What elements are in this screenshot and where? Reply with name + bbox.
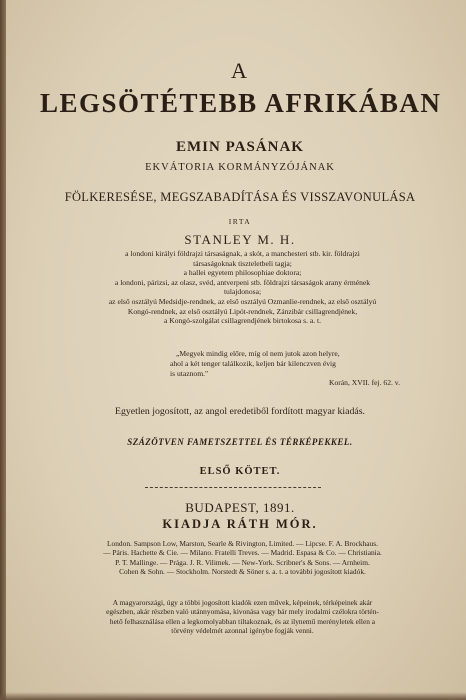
agents-line: P. T. Mallinge. — Prága. J. R. Vilimek. — New-York. Scribner's & Sons. — Arnheim. <box>115 557 370 567</box>
credit-line: a hallei egyetem philosophiae doktora; <box>183 268 302 278</box>
epigraph-quote <box>170 349 420 388</box>
subtitle: FÖLKERESÉSE, MEGSZABADÍTÁSA ÉS VISSZAVONULÁSA <box>64 190 416 204</box>
quote-line: „Megyek mindig előre, míg ol nem jutok azon helyre, <box>176 349 340 358</box>
quote-line: ahol a két tenger találkozik, keljen bár kilenczven évig <box>170 358 336 368</box>
place-year: BUDAPEST, 1891. <box>185 500 295 515</box>
agents-line: — Páris. Hachette & Cie. — Milano. Fratelli Treves. — Madrid. Espasa & Co. — Christiania. <box>103 548 382 558</box>
book-binding-edge <box>0 0 6 700</box>
legal-line: egészben, akár részben való utánnyomása, kivonása vagy bár mely irodalmi czélokra történ- <box>106 607 379 617</box>
credit-line: az első osztályú Medsidje-rendnek, az első osztályú Ozmanlie-rendnek, az első osztályú <box>108 296 377 306</box>
credit-line: a londoni, párizsi, az olasz, svéd, antverpeni stb. földrajzi társaságok arany érmének <box>114 277 371 287</box>
dashed-divider <box>145 487 321 488</box>
legal-line: törvény védelmét azonnal igénybe fogják venni. <box>171 626 314 636</box>
person-role: EKVÁTORIA KORMÁNYZÓJÁNAK <box>145 162 335 173</box>
credit-line: tulajdonosa; <box>223 287 262 297</box>
main-title: LEGSÖTÉTEBB AFRIKÁBAN <box>40 88 442 118</box>
quote-line: is utaznom." <box>170 368 209 378</box>
agents-line: Cohen & Sohn. — Stockholm. Norstedt & Söner s. a. t. a további jogosított kiadók. <box>119 567 366 577</box>
legal-notice <box>50 598 435 636</box>
person-name: EMIN PASÁNAK <box>176 139 304 155</box>
illustrations-note: SZÁZÖTVEN FAMETSZETTEL ÉS TÉRKÉPEKKEL. <box>127 437 353 447</box>
credit-line: a Kongó-szolgálat csillagrendjének birtokosa s. a. t. <box>163 316 322 326</box>
author-credits <box>50 249 435 326</box>
legal-line: hető felhasználása ellen a legkomolyabban tiltakoznak, és az ilynemű merényletek ellen a <box>109 616 376 626</box>
author-name: STANLEY M. H. <box>184 232 296 247</box>
credit-line: Kongó-rendnek, az első osztályú Lipót-rendnek, Zánzibár csillagrendjének, <box>127 306 358 316</box>
credit-line: a londoni királyi földrajzi társaságnak, a skót, a manchesteri stb. kir. földrajzi <box>125 249 360 258</box>
by-label: IRTA <box>228 217 252 226</box>
publisher: KIADJA RÁTH MÓR. <box>162 517 318 531</box>
agents-list <box>50 539 435 577</box>
volume-label: ELSŐ KÖTET. <box>199 466 281 477</box>
credit-line: társaságoknak tiszteletbeli tagja; <box>193 258 292 268</box>
page-bottom-edge <box>0 692 466 700</box>
legal-line: A magyarországi, úgy a többi jogosított kiadók ezen művek, képeinek, térképeinek akár <box>112 598 373 607</box>
translation-note: Egyetlen jogosított, az angol eredetiből fordított magyar kiadás. <box>114 406 366 417</box>
quote-source: Korán, XVII. fej. 62. v. <box>329 378 400 388</box>
title-article: A <box>231 58 249 83</box>
agents-line: London. Sampson Low, Marston, Searle & Rivington, Limited. — Lipcse. F. A. Brockhaus. <box>107 539 378 548</box>
